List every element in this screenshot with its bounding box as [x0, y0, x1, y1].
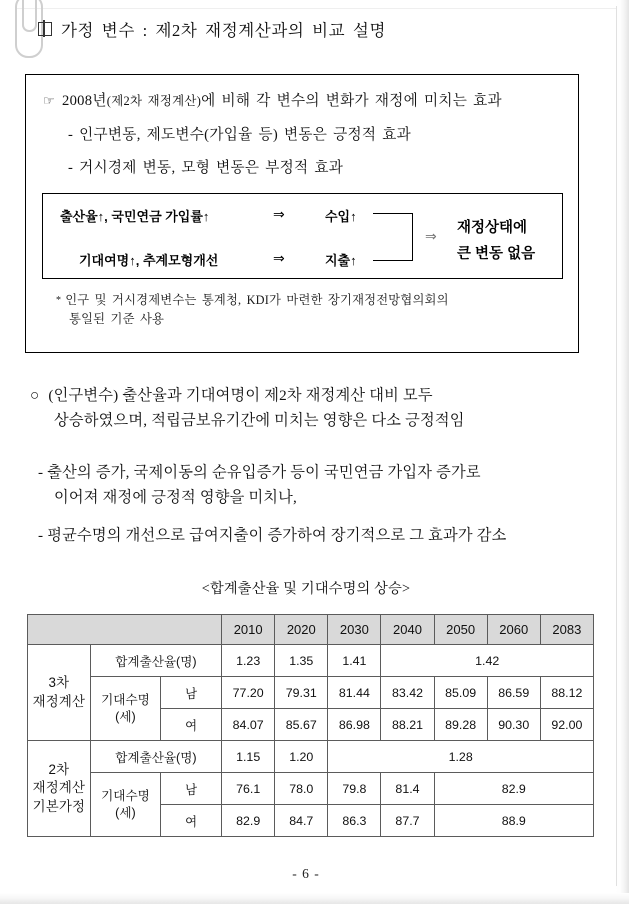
- page-number: - 6 -: [292, 866, 320, 881]
- table-col-header-2040: 2040: [381, 615, 434, 645]
- diagram-row2-left: 기대여명↑, 추계모형개선: [79, 253, 219, 268]
- section2-fertility-label: 합계출산율(명): [90, 741, 221, 773]
- para2-line1: - 출산의 증가, 국제이동의 순유입증가 등이 국민연금 가입자 증가로: [38, 464, 481, 481]
- section1-name-line1: 3차: [48, 675, 70, 691]
- section1-female-2060: 90.30: [487, 709, 540, 741]
- section1-male-2030: 81.44: [328, 677, 381, 709]
- section1-female-2040: 88.21: [381, 709, 434, 741]
- paragraph-life-expectancy: [38, 524, 596, 549]
- table-row: [28, 741, 594, 773]
- section1-fertility-2020: 1.35: [275, 645, 328, 677]
- section2-name-line2: 재정계산: [32, 780, 86, 796]
- page-right-edge-shadow: [616, 0, 629, 904]
- summary-bullet-2: - 거시경제 변동, 모형 변동은 부정적 효과: [68, 160, 344, 176]
- section1-male-2050: 85.09: [434, 677, 487, 709]
- pointing-hand-icon: ☞: [43, 93, 55, 108]
- section1-male-2040: 83.42: [381, 677, 434, 709]
- section2-life-label: [90, 773, 161, 837]
- section2-female-2010: 82.9: [222, 805, 275, 837]
- section1-fertility-label: 합계출산율(명): [90, 645, 221, 677]
- paragraph-population-variables: [30, 384, 596, 433]
- table-caption: <합계출산율 및 기대수명의 상승>: [201, 581, 411, 597]
- section2-female-label: 여: [161, 805, 222, 837]
- section2-female-2020: 84.7: [275, 805, 328, 837]
- section1-male-2083: 88.12: [540, 677, 593, 709]
- summary-lead-line: [43, 89, 502, 110]
- section1-female-2050: 89.28: [434, 709, 487, 741]
- section1-name-line2: 재정계산: [32, 693, 86, 709]
- diagram-result-arrow-icon: ⇒: [425, 228, 437, 244]
- lead-suffix: 에 비해 각 변수의 변화가 재정에 미치는 효과: [201, 93, 502, 109]
- section2-male-merged: 82.9: [434, 773, 593, 805]
- section1-name: [28, 645, 91, 741]
- section2-fertility-2010: 1.15: [222, 741, 275, 773]
- section2-male-2020: 78.0: [275, 773, 328, 805]
- section1-fertility-2010: 1.23: [222, 645, 275, 677]
- table-body: [28, 645, 594, 837]
- table-col-header-2060: 2060: [487, 615, 540, 645]
- section1-fertility-2030: 1.41: [328, 645, 381, 677]
- section2-male-2040: 81.4: [381, 773, 434, 805]
- table-col-header-2010: 2010: [222, 615, 275, 645]
- page-right-edge-line: [616, 6, 617, 886]
- page-title: [38, 17, 386, 41]
- diagram-result-line1: 재정상태에: [457, 220, 528, 236]
- section1-female-label: 여: [161, 709, 222, 741]
- diagram-brace-icon: [373, 213, 413, 261]
- table-col-header-2030: 2030: [328, 615, 381, 645]
- table-row: [28, 645, 594, 677]
- page-bottom-edge-shadow: [0, 893, 629, 904]
- section2-life-label-line2: (세): [115, 805, 136, 820]
- section1-life-label: [90, 677, 161, 741]
- page-title-text: 가정 변수 : 제2차 재정계산과의 비교 설명: [61, 21, 387, 40]
- section1-life-label-line1: 기대수명: [101, 693, 150, 708]
- para2-line2: 이어져 재정에 긍정적 영향을 미치나,: [54, 488, 298, 506]
- lead-paren: (제2차 재정계산): [106, 94, 202, 108]
- diagram-result-line2: 큰 변동 없음: [457, 246, 536, 262]
- section1-male-label: 남: [161, 677, 222, 709]
- asterisk-icon: *: [56, 295, 62, 306]
- section2-female-2030: 86.3: [328, 805, 381, 837]
- diagram-row1-arrow-icon: ⇒: [273, 206, 285, 222]
- summary-box: [25, 74, 579, 353]
- section2-female-2040: 87.7: [381, 805, 434, 837]
- section1-fertility-merged: 1.42: [381, 645, 594, 677]
- para1-line1: (인구변수) 출산율과 기대여명이 제2차 재정계산 대비 모두: [48, 387, 433, 404]
- summary-bullet-1: - 인구변동, 제도변수(가입율 등) 변동은 긍정적 효과: [68, 127, 412, 143]
- section2-female-merged: 88.9: [434, 805, 593, 837]
- paragraph-birth-increase: [38, 461, 596, 510]
- table-header: [28, 615, 594, 645]
- section2-male-label: 남: [161, 773, 222, 805]
- section1-male-2020: 79.31: [275, 677, 328, 709]
- diagram-row1-mid: 수입↑: [325, 209, 357, 224]
- fertility-life-expectancy-table: [27, 614, 594, 837]
- section2-male-2030: 79.8: [328, 773, 381, 805]
- footnote-line2: 통일된 기준 사용: [69, 312, 165, 327]
- section2-life-label-line1: 기대수명: [101, 789, 150, 804]
- circle-bullet-icon: ○: [30, 387, 40, 404]
- section2-name-line1: 2차: [48, 762, 70, 778]
- section2-name-line3: 기본가정: [32, 798, 86, 814]
- section2-fertility-2020: 1.20: [275, 741, 328, 773]
- table-header-row: [28, 615, 594, 645]
- table-col-header-2050: 2050: [434, 615, 487, 645]
- section2-male-2010: 76.1: [222, 773, 275, 805]
- table-corner-cell: [28, 615, 222, 645]
- effect-diagram-box: [42, 193, 563, 279]
- para3-line1: - 평균수명의 개선으로 급여지출이 증가하여 장기적으로 그 효과가 감소: [38, 527, 507, 544]
- para1-line2: 상승하였으며, 적립금보유기간에 미치는 영향은 다소 긍정적임: [54, 411, 465, 429]
- section2-name: [28, 741, 91, 837]
- diagram-row2-mid: 지출↑: [325, 253, 357, 268]
- diagram-row1-left: 출산율↑, 국민연금 가입률↑: [60, 209, 210, 224]
- section2-fertility-merged: 1.28: [328, 741, 594, 773]
- section1-male-2060: 86.59: [487, 677, 540, 709]
- summary-lead-text: [62, 89, 502, 110]
- table-row: [28, 773, 594, 805]
- lead-prefix: 2008년: [61, 93, 107, 109]
- diagram-row2-arrow-icon: ⇒: [273, 250, 285, 266]
- section1-female-2030: 86.98: [328, 709, 381, 741]
- section1-female-2020: 85.67: [275, 709, 328, 741]
- summary-footnote: [56, 291, 556, 329]
- footnote-line1: 인구 및 거시경제변수는 통계청, KDI가 마련한 장기재정전망협의회의: [65, 293, 449, 307]
- section1-male-2010: 77.20: [222, 677, 275, 709]
- table-row: [28, 677, 594, 709]
- section1-life-label-line2: (세): [115, 709, 136, 724]
- table-col-header-2083: 2083: [540, 615, 593, 645]
- square-bullet-icon: [38, 22, 52, 36]
- table-col-header-2020: 2020: [275, 615, 328, 645]
- section1-female-2083: 92.00: [540, 709, 593, 741]
- section1-female-2010: 84.07: [222, 709, 275, 741]
